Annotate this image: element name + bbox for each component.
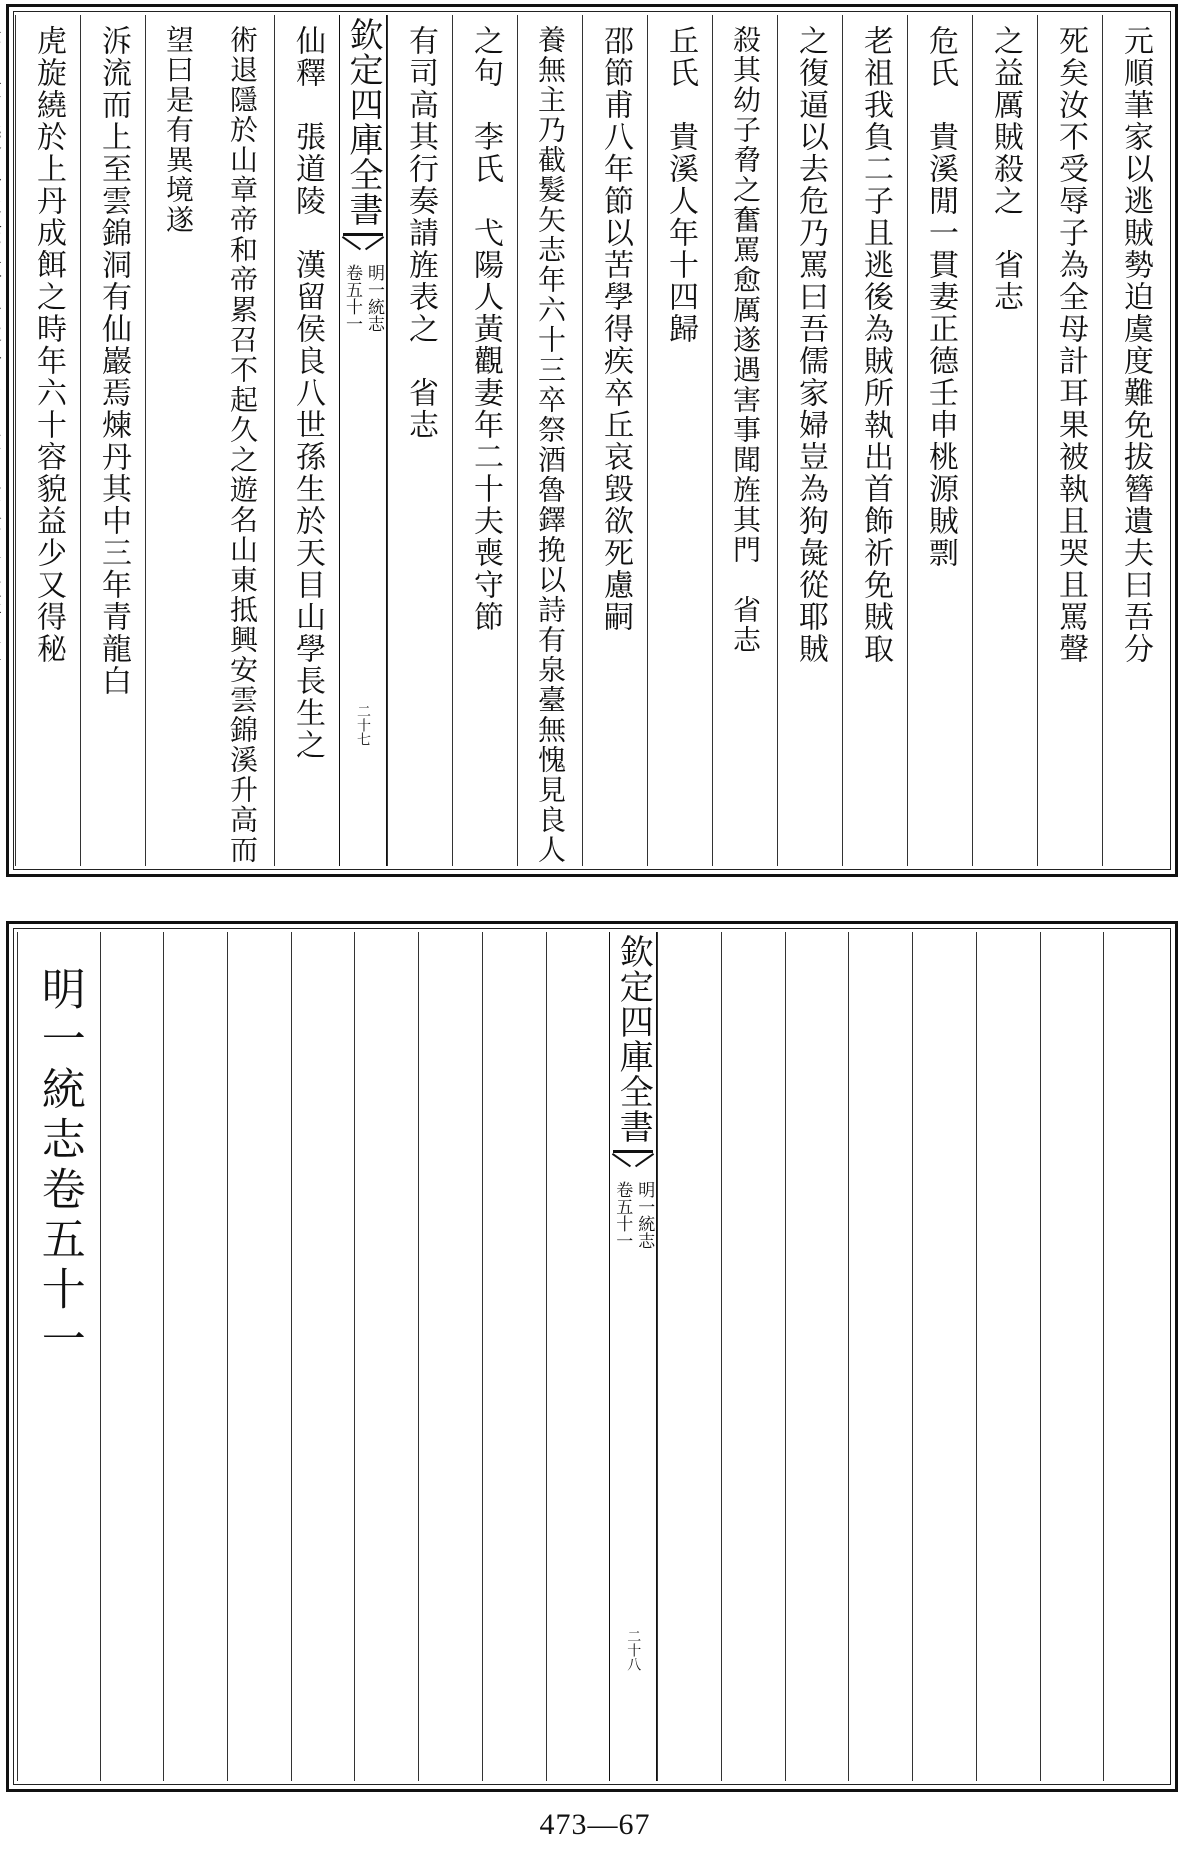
text-column xyxy=(80,15,145,866)
folio-number: 二十八 xyxy=(625,1629,642,1671)
center-title: 欽定四庫全書 xyxy=(343,17,383,227)
closing-title-column xyxy=(17,932,100,1781)
center-book-label xyxy=(611,1175,655,1249)
empty-column xyxy=(785,932,849,1781)
column-text: 元順茟家以逃賊勢迫虞度難免拔簪遺夫曰吾分 xyxy=(1118,25,1153,665)
empty-column xyxy=(163,932,227,1781)
bottom-page xyxy=(6,921,1178,1792)
text-column xyxy=(972,15,1037,866)
text-column xyxy=(0,15,15,866)
top-page-columns xyxy=(17,15,1167,866)
text-column xyxy=(387,15,452,866)
column-text: 危氏 貴溪閒一貫妻正德壬申桃源賊剽 xyxy=(923,25,958,569)
text-column xyxy=(907,15,972,866)
text-column xyxy=(647,15,712,866)
column-text: 養無主乃截髮矢志年六十三卒祭酒魯鐸挽以詩有泉臺無愧見良人 xyxy=(534,25,567,865)
center-fold xyxy=(609,932,657,1781)
text-column xyxy=(582,15,647,866)
empty-column xyxy=(100,932,164,1781)
text-column xyxy=(1102,15,1167,866)
center-title: 欽定四庫全書 xyxy=(613,934,654,1144)
page-number: 473—67 xyxy=(539,1808,651,1841)
column-text: 之益厲賊殺之 省志 xyxy=(988,25,1023,313)
empty-column xyxy=(354,932,418,1781)
center-volume: 卷五十一 xyxy=(612,1181,633,1249)
text-column xyxy=(145,15,274,866)
center-book-label xyxy=(341,258,385,332)
text-column xyxy=(712,15,777,866)
empty-column xyxy=(227,932,291,1781)
empty-column xyxy=(546,932,610,1781)
column-text: 老祖我負二子且逃後為賊所執出首飾祈免賊取 xyxy=(858,25,893,665)
text-column xyxy=(452,15,517,866)
column-text: 術退隱於山章帝和帝累召不起久之遊名山東抵興安雲錦溪升高而望曰是有異境遂 xyxy=(162,25,259,865)
text-column xyxy=(15,15,80,866)
column-text: 殺其幼子脅之奮罵愈厲遂遇害事聞旌其門 省志 xyxy=(729,25,762,655)
empty-column xyxy=(418,932,482,1781)
empty-column xyxy=(976,932,1040,1781)
folio-number: 二十七 xyxy=(355,704,371,746)
empty-column xyxy=(1040,932,1104,1781)
column-text: 丘氏 貴溪人年十四歸 xyxy=(663,25,698,345)
empty-column xyxy=(721,932,785,1781)
empty-column xyxy=(657,932,721,1781)
fishtail-mark xyxy=(613,1150,653,1171)
text-column xyxy=(1037,15,1102,866)
bottom-page-columns xyxy=(17,932,1167,1781)
center-book-title: 明一統志 xyxy=(364,264,384,332)
text-column xyxy=(777,15,842,866)
column-text: 有司高其行奏請旌表之 省志 xyxy=(403,25,438,441)
fishtail-mark xyxy=(343,233,383,254)
column-text xyxy=(0,15,15,876)
center-volume: 卷五十一 xyxy=(342,264,362,332)
column-text: 之句 李氏 弋陽人黃觀妻年二十夫喪守節 xyxy=(468,25,503,633)
center-book-title: 明一統志 xyxy=(634,1181,655,1249)
closing-title: 明一統志卷五十一 xyxy=(33,966,85,1366)
column-text: 虎旋繞於上丹成餌之時年六十容貌益少又得秘 xyxy=(31,25,66,665)
column-text: 死矣汝不受辱子為全母計耳果被執且哭且罵聲 xyxy=(1053,25,1088,665)
empty-column xyxy=(1103,932,1167,1781)
empty-column xyxy=(848,932,912,1781)
top-page xyxy=(6,4,1178,877)
text-column xyxy=(274,15,339,866)
empty-column xyxy=(912,932,976,1781)
text-column xyxy=(842,15,907,866)
center-fold xyxy=(339,15,387,866)
column-text: 仙釋 張道陵 漢留侯良八世孫生於天目山學長生之 xyxy=(290,25,325,761)
text-column xyxy=(517,15,582,866)
column-text: 邵節甫八年節以苦學得疾卒丘哀毀欲死慮嗣 xyxy=(598,25,633,633)
column-text: 之復逼以去危乃罵曰吾儒家婦豈為狗彘從耶賊 xyxy=(793,25,828,665)
empty-column xyxy=(482,932,546,1781)
column-text: 泝流而上至雲錦洞有仙巖焉煉丹其中三年青龍白 xyxy=(96,25,131,697)
empty-column xyxy=(291,932,355,1781)
